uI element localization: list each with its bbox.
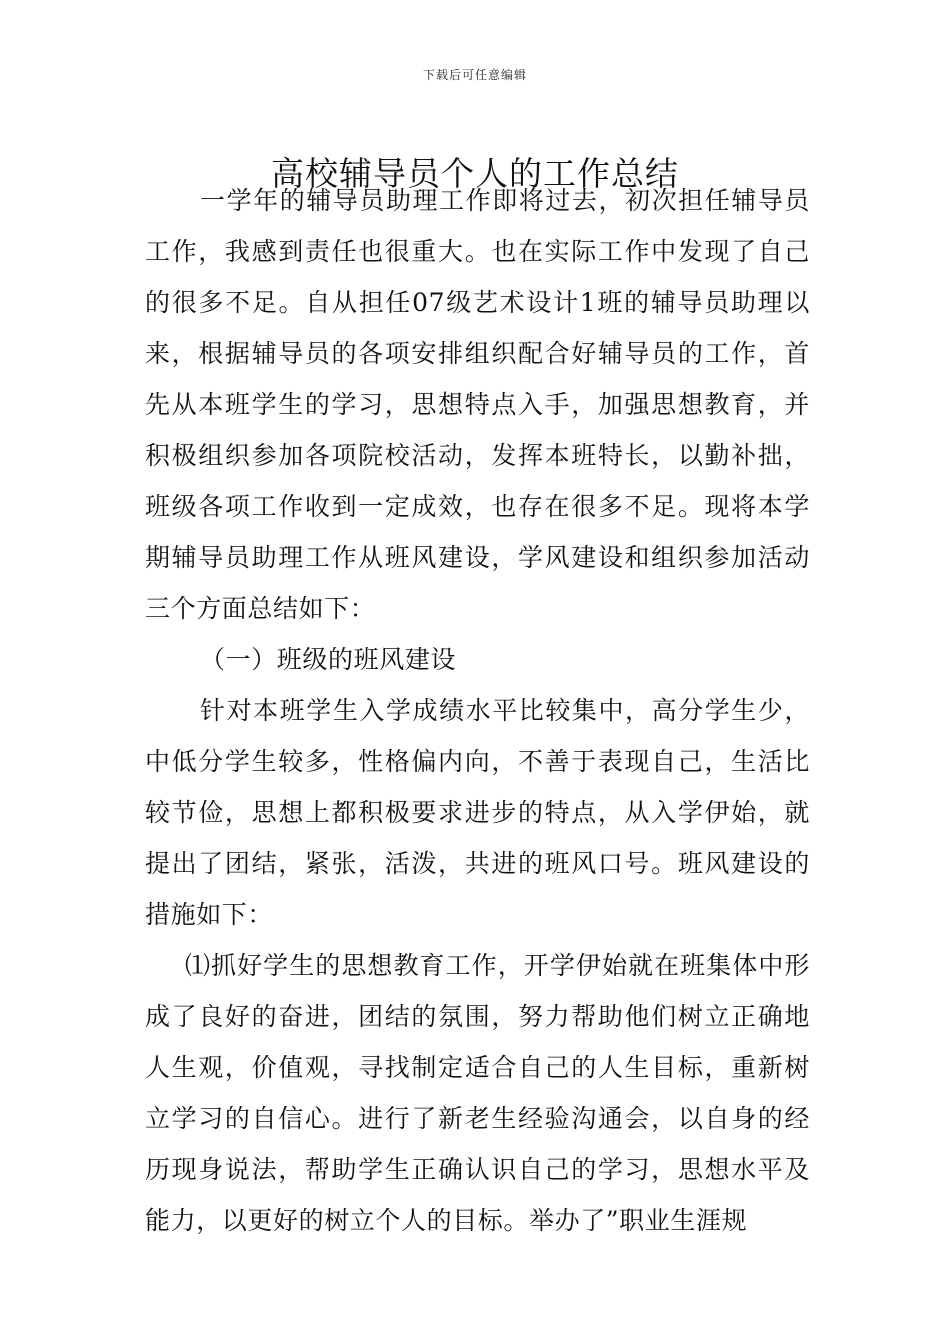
paragraph-measure-1: ⑴抓好学生的思想教育工作，开学伊始就在班集体中形成了良好的奋进，团结的氛围，努力帮助他们树立正确地人生观，价值观，寻找制定适合自己的人生目标，重新树立学习的自信心。进行了新老生经验沟通会，以自身的经历现身说法，帮助学生正确认识自己的学习，思想水平及能力，以更好的树立个人的目标。举办了”职业生涯规 xyxy=(145,951,810,1235)
header-note: 下载后可任意编辑 xyxy=(422,68,527,82)
paragraph-class-style: 针对本班学生入学成绩水平比较集中，高分学生少，中低分学生较多，性格偏内向，不善于表现自己，生活比较节俭，思想上都积极要求进步的特点，从入学伊始，就提出了团结，紧张，活泼，共进的班风口号。班风建设的措施如下： xyxy=(145,696,810,929)
section-heading-class-style: （一）班级的班风建设 xyxy=(200,645,457,674)
paragraph-intro: 一学年的辅导员助理工作即将过去，初次担任辅导员工作，我感到责任也很重大。也在实际工作中发现了自己的很多不足。自从担任07级艺术设计1班的辅导员助理以来，根据辅导员的各项安排组织配合好辅导员的工作，首先从本班学生的学习，思想特点入手，加强思想教育，并积极组织参加各项院校活动，发挥本班特长，以勤补拙，班级各项工作收到一定成效，也存在很多不足。现将本学期辅导员助理工作从班风建设，学风建设和组织参加活动三个方面总结如下： xyxy=(145,186,810,623)
document-title: 高校辅导员个人的工作总结 xyxy=(271,154,679,194)
document-body xyxy=(145,175,810,1246)
